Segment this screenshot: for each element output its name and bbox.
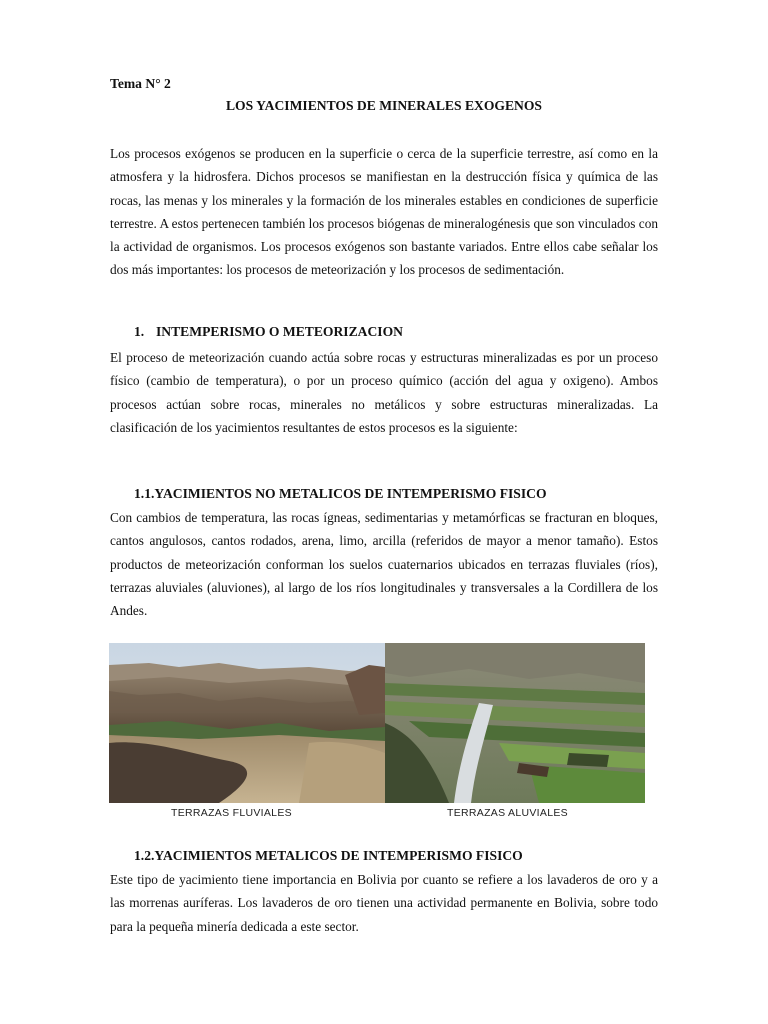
intro-paragraph: Los procesos exógenos se producen en la superficie o cerca de la superficie terrestre, así como en la atmosfera y la hidrosfera. Dichos procesos se manifiestan en la destrucción física y química de las rocas, las menas y los minerales y la formación de los minerales estables en condiciones de superficie terrestre. A estos pertenecen también los procesos biógenas de mineralogénesis que son vinculados con la actividad de organismos. Los procesos exógenos son bastante variados. Entre ellos cabe señalar los dos más importantes: los procesos de meteorización y los procesos de sedimentación. <box>110 146 658 278</box>
caption-alluvial: TERRAZAS ALUVIALES <box>447 807 568 819</box>
section-1-number: 1. <box>134 324 145 339</box>
alluvial-terraces-photo <box>385 643 645 803</box>
section-1-heading-text: INTEMPERISMO O METEORIZACION <box>156 324 403 339</box>
section-1-1-paragraph: Con cambios de temperatura, las rocas ígneas, sedimentarias y metamórficas se fracturan en bloques, cantos angulosos, cantos rodados, arena, limo, arcilla (referidos de mayor a menor tamaño). Estos productos de meteorización conforman los suelos cuaternarios ubicados en terrazas fluviales (ríos), terrazas aluviales (aluviones), al largo de los ríos longitudinales y transversales a la Cordillera de los Andes. <box>110 510 658 619</box>
section-1-2-heading: 1.2.YACIMIENTOS METALICOS DE INTEMPERISMO FISICO <box>134 848 523 863</box>
section-1-1-heading: 1.1.YACIMIENTOS NO METALICOS DE INTEMPERISMO FISICO <box>134 486 547 501</box>
section-1-paragraph: El proceso de meteorización cuando actúa sobre rocas y estructuras mineralizadas es por un proceso físico (cambio de temperatura), o por un proceso químico (acción del agua y oxigeno). Ambos procesos actúan sobre rocas, minerales no metálicos y sobre estructuras mineralizadas. La clasificación de los yacimientos resultantes de estos procesos es la siguiente: <box>110 350 658 435</box>
document-title: LOS YACIMIENTOS DE MINERALES EXOGENOS <box>225 98 542 113</box>
topic-number: Tema N° 2 <box>110 76 171 91</box>
caption-fluvial: TERRAZAS FLUVIALES <box>171 807 292 819</box>
terraces-figure <box>109 643 645 823</box>
fluvial-terraces-photo <box>109 643 385 803</box>
section-1-2-paragraph: Este tipo de yacimiento tiene importancia en Bolivia por cuanto se refiere a los lavaderos de oro y a las morrenas auríferas. Los lavaderos de oro tienen una actividad permanente en Bolivia, sobre todo para la pequeña minería dedicada a este sector. <box>110 872 658 934</box>
section-1-heading <box>134 322 634 342</box>
